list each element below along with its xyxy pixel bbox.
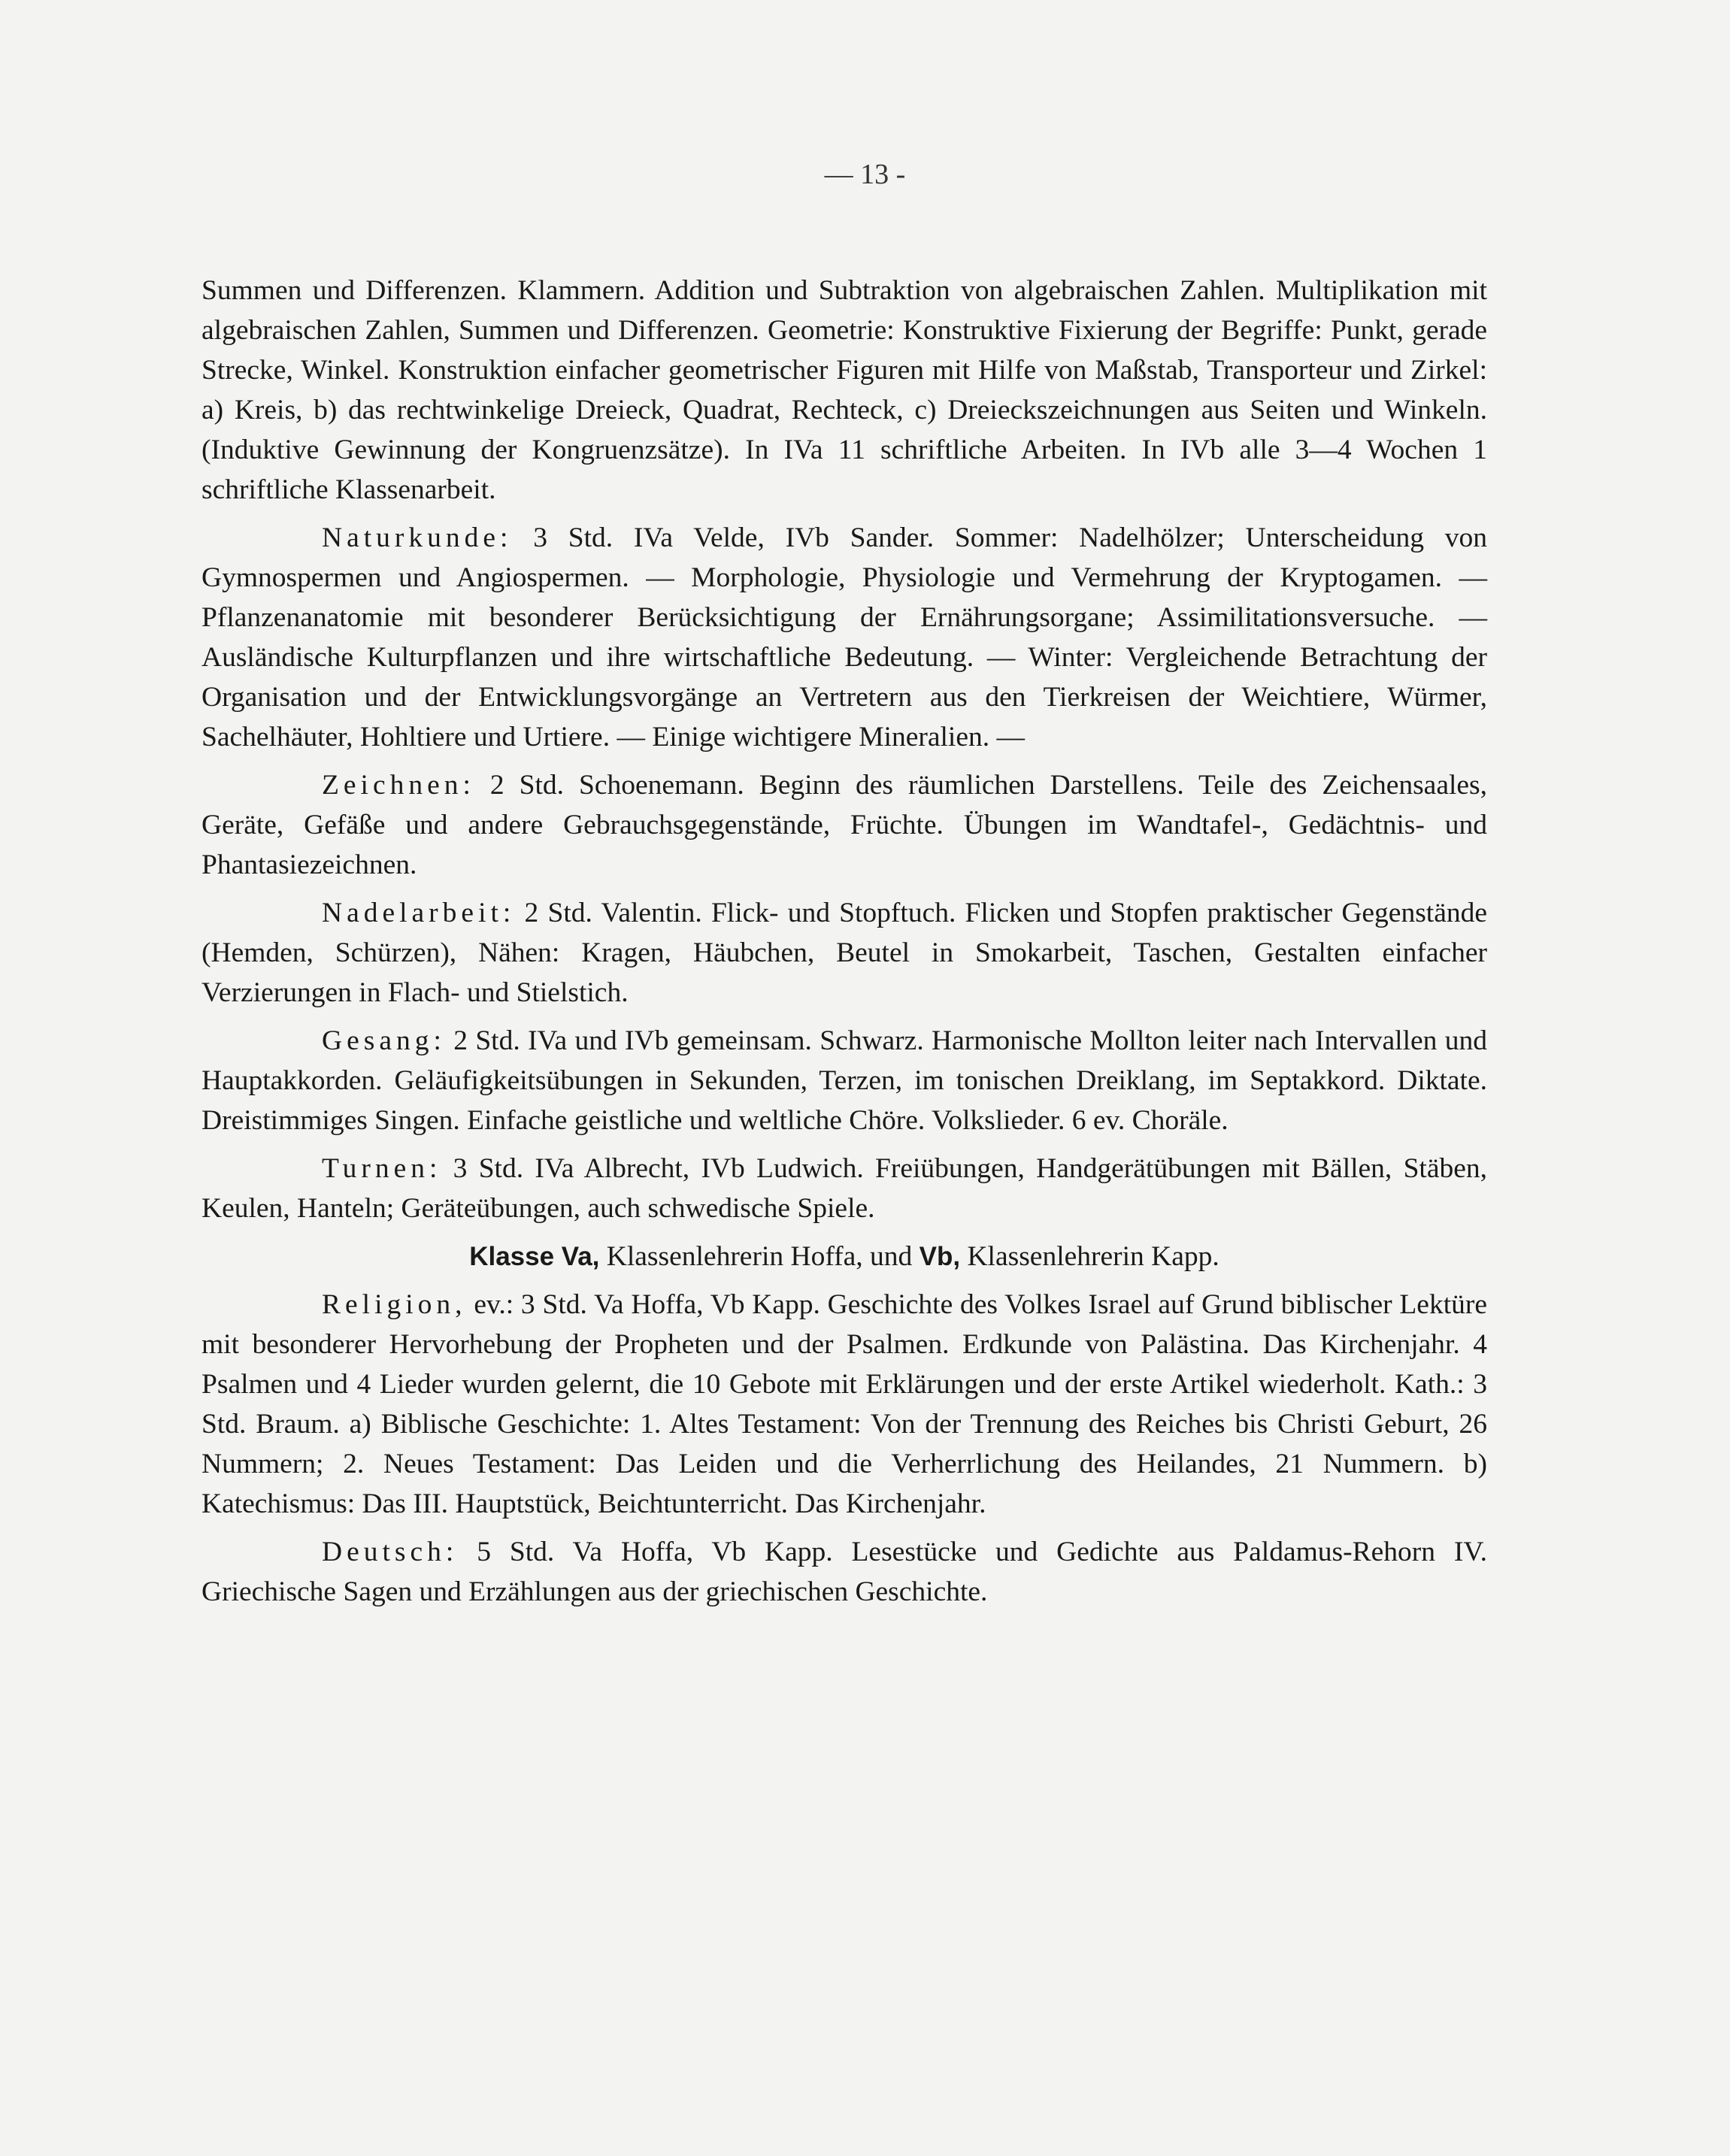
paragraph-nadelarbeit <box>201 893 1487 1013</box>
subject-label-turnen: Turnen: <box>322 1153 442 1184</box>
page-number: — 13 - <box>824 159 906 190</box>
subject-label-gesang: Gesang: <box>322 1025 446 1056</box>
paragraph-religion <box>201 1285 1487 1524</box>
paragraph-deutsch <box>201 1532 1487 1612</box>
subject-label-naturkunde: Naturkunde: <box>322 522 513 553</box>
class-heading-vb: Vb, <box>919 1242 961 1271</box>
subject-text-turnen: 3 Std. IVa Albrecht, IVb Ludwich. Freiübungen, Handgerätübungen mit Bällen, Stäben, Keulen, Hanteln; Geräteübungen, auch schwedische Spiele. <box>201 1153 1488 1224</box>
paragraph-zeichnen <box>201 765 1487 885</box>
class-heading <box>201 1237 1487 1276</box>
paragraph-naturkunde <box>201 518 1487 757</box>
subject-text-religion: ev.: 3 Std. Va Hoffa, Vb Kapp. Geschichte des Volkes Israel auf Grund biblischer Lektüre mit besonderer Hervorhebung der Propheten und der Psalmen. Erdkunde von Palästina. Das Kirchenjahr. 4 Psalmen und 4 Lieder wurden gelernt, die 10 Gebote mit Erklärungen und der erste Artikel wiederholt. Kath.: 3 Std. Braum. a) Biblische Geschichte: 1. Altes Testament: Von der Trennung des Reiches bis Christi Geburt, 26 Nummern; 2. Neues Testament: Das Leiden und die Verherrlichung des Heilandes, 21 Nummern. b) Katechismus: Das III. Hauptstück, Beichtunterricht. Das Kirchenjahr. <box>201 1289 1488 1519</box>
paragraph-gesang <box>201 1021 1487 1140</box>
subject-label-deutsch: Deutsch: <box>322 1537 459 1567</box>
paragraph-algebra-geometrie: Summen und Differenzen. Klammern. Addition und Subtraktion von algebraischen Zahlen. Multiplikation mit algebraischen Zahlen, Summen und Differenzen. Geometrie: Konstruktive Fixierung der Begriffe: Punkt, gerade Strecke, Winkel. Konstruktion einfacher geometrischer Figuren mit Hilfe von Maßstab, Transporteur und Zirkel: a) Kreis, b) das rechtwinkelige Dreieck, Quadrat, Rechteck, c) Dreieckszeichnungen aus Seiten und Winkeln. (Induktive Gewinnung der Kongruenzsätze). In IVa 11 schriftliche Arbeiten. In IVb alle 3—4 Wochen 1 schriftliche Klassenarbeit. <box>201 275 1487 505</box>
page-body <box>201 271 1487 1620</box>
subject-label-nadelarbeit: Nadelarbeit: <box>322 898 516 928</box>
class-heading-teacher-vb: Klassenlehrerin Kapp. <box>967 1241 1219 1272</box>
subject-text-deutsch: 5 Std. Va Hoffa, Vb Kapp. Lesestücke und Gedichte aus Paldamus-Rehorn IV. Griechische Sagen und Erzählungen aus der griechischen Geschichte. <box>201 1537 1487 1607</box>
subject-text-naturkunde: 3 Std. IVa Velde, IVb Sander. Sommer: Nadelhölzer; Unterscheidung von Gymnospermen und Angiospermen. — Morphologie, Physiologie und Vermehrung der Kryptogamen. — Pflanzenanatomie mit besonderer Berücksichtigung der Ernährungsorgane; Assimilitationsversuche. — Ausländische Kulturpflanzen und ihre wirtschaftliche Bedeutung. — Winter: Vergleichende Betrachtung der Organisation und der Entwicklungsvorgänge an Vertretern aus den Tierkreisen der Weichtiere, Würmer, Sachelhäuter, Hohltiere und Urtiere. — Einige wichtigere Mineralien. — <box>201 522 1488 752</box>
subject-text-gesang: 2 Std. IVa und IVb gemeinsam. Schwarz. Harmonische Mollton leiter nach Intervallen und Hauptakkorden. Geläufigkeitsübungen in Sekunden, Terzen, im tonischen Dreiklang, im Septakkord. Diktate. Dreistimmiges Singen. Einfache geistliche und weltliche Chöre. Volkslieder. 6 ev. Choräle. <box>201 1025 1487 1136</box>
class-heading-va: Klasse Va, <box>469 1242 600 1271</box>
subject-label-zeichnen: Zeichnen: <box>322 770 475 801</box>
subject-text-zeichnen: 2 Std. Schoenemann. Beginn des räumlichen Darstellens. Teile des Zeichensaales, Geräte, Gefäße und andere Gebrauchsgegenstände, Früchte. Übungen im Wandtafel-, Gedächtnis- und Phantasiezeichnen. <box>201 770 1488 880</box>
subject-text-nadelarbeit: 2 Std. Valentin. Flick- und Stopftuch. Flicken und Stopfen praktischer Gegenstände (Hemden, Schürzen), Nähen: Kragen, Häubchen, Beutel in Smokarbeit, Taschen, Gestalten einfacher Verzierungen in Flach- und Stielstich. <box>201 898 1487 1008</box>
paragraph-turnen <box>201 1149 1487 1228</box>
subject-label-religion: Religion, <box>322 1289 467 1320</box>
class-heading-teacher-va: Klassenlehrerin Hoffa, und <box>606 1241 913 1272</box>
